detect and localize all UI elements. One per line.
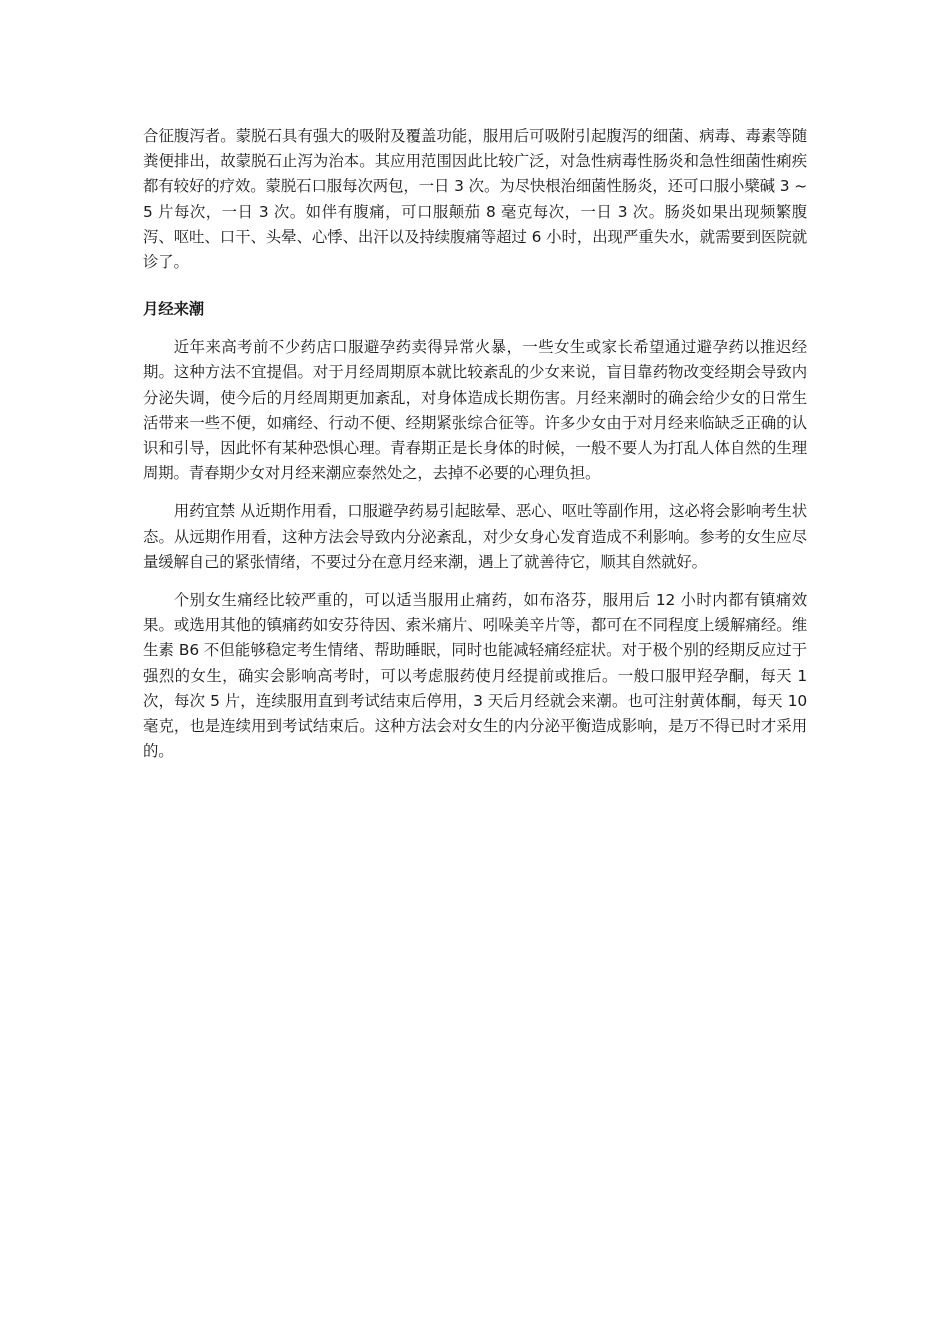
- paragraph-dysmenorrhea-treatment: 个别女生痛经比较严重的，可以适当服用止痛药，如布洛芬，服用后 12 小时内都有镇痛效果。或选用其他的镇痛药如安芬待因、索米痛片、吲哚美辛片等，都可在不同程度上缓解痛经。维生素 B6 不但能够稳定考生情绪、帮助睡眠，同时也能减轻痛经症状。对于极个别的经期反应过于强烈的女生，确实会影响高考时，可以考虑服药使月经提前或推后。一般口服甲羟孕酮，每天 1 次，每次 5 片，连续服用直到考试结束后停用，3 天后月经就会来潮。也可注射黄体酮，每天 10 毫克，也是连续用到考试结束后。这种方法会对女生的内分泌平衡造成影响，是万不得已时才采用的。: [143, 591, 807, 761]
- paragraph-menstruation-intro: 近年来高考前不少药店口服避孕药卖得异常火暴，一些女生或家长希望通过避孕药以推迟经期。这种方法不宜提倡。对于月经周期原本就比较紊乱的少女来说，盲目靠药物改变经期会导致内分泌失调，使今后的月经周期更加紊乱，对身体造成长期伤害。月经来潮时的确会给少女的日常生活带来一些不便，如痛经、行动不便、经期紧张综合征等。许多少女由于对月经来临缺乏正确的认识和引导，因此怀有某种恐惧心理。青春期正是长身体的时候，一般不要人为打乱人体自然的生理周期。青春期少女对月经来潮应泰然处之，去掉不必要的心理负担。: [143, 338, 807, 483]
- section-heading: 月经来潮: [143, 300, 204, 319]
- document-body: [143, 124, 807, 764]
- paragraph-medication-caution: 用药宜禁 从近期作用看，口服避孕药易引起眩晕、恶心、呕吐等副作用，这必将会影响考生状态。从远期作用看，这种方法会导致内分泌紊乱，对少女身心发育造成不利影响。参考的女生应尽量缓解自己的紧张情绪，不要过分在意月经来潮，遇上了就善待它，顺其自然就好。: [143, 502, 807, 571]
- intro-paragraph: 合征腹泻者。蒙脱石具有强大的吸附及覆盖功能，服用后可吸附引起腹泻的细菌、病毒、毒素等随粪便排出，故蒙脱石止泻为治本。其应用范围因此比较广泛，对急性病毒性肠炎和急性细菌性痢疾都有较好的疗效。蒙脱石口服每次两包，一日 3 次。为尽快根治细菌性肠炎，还可口服小檗碱 3 ~ 5 片每次，一日 3 次。如伴有腹痛，可口服颠茄 8 毫克每次，一日 3 次。肠炎如果出现频繁腹泻、呕吐、口干、头晕、心悸、出汗以及持续腹痛等超过 6 小时，出现严重失水，就需要到医院就诊了。: [143, 127, 807, 272]
